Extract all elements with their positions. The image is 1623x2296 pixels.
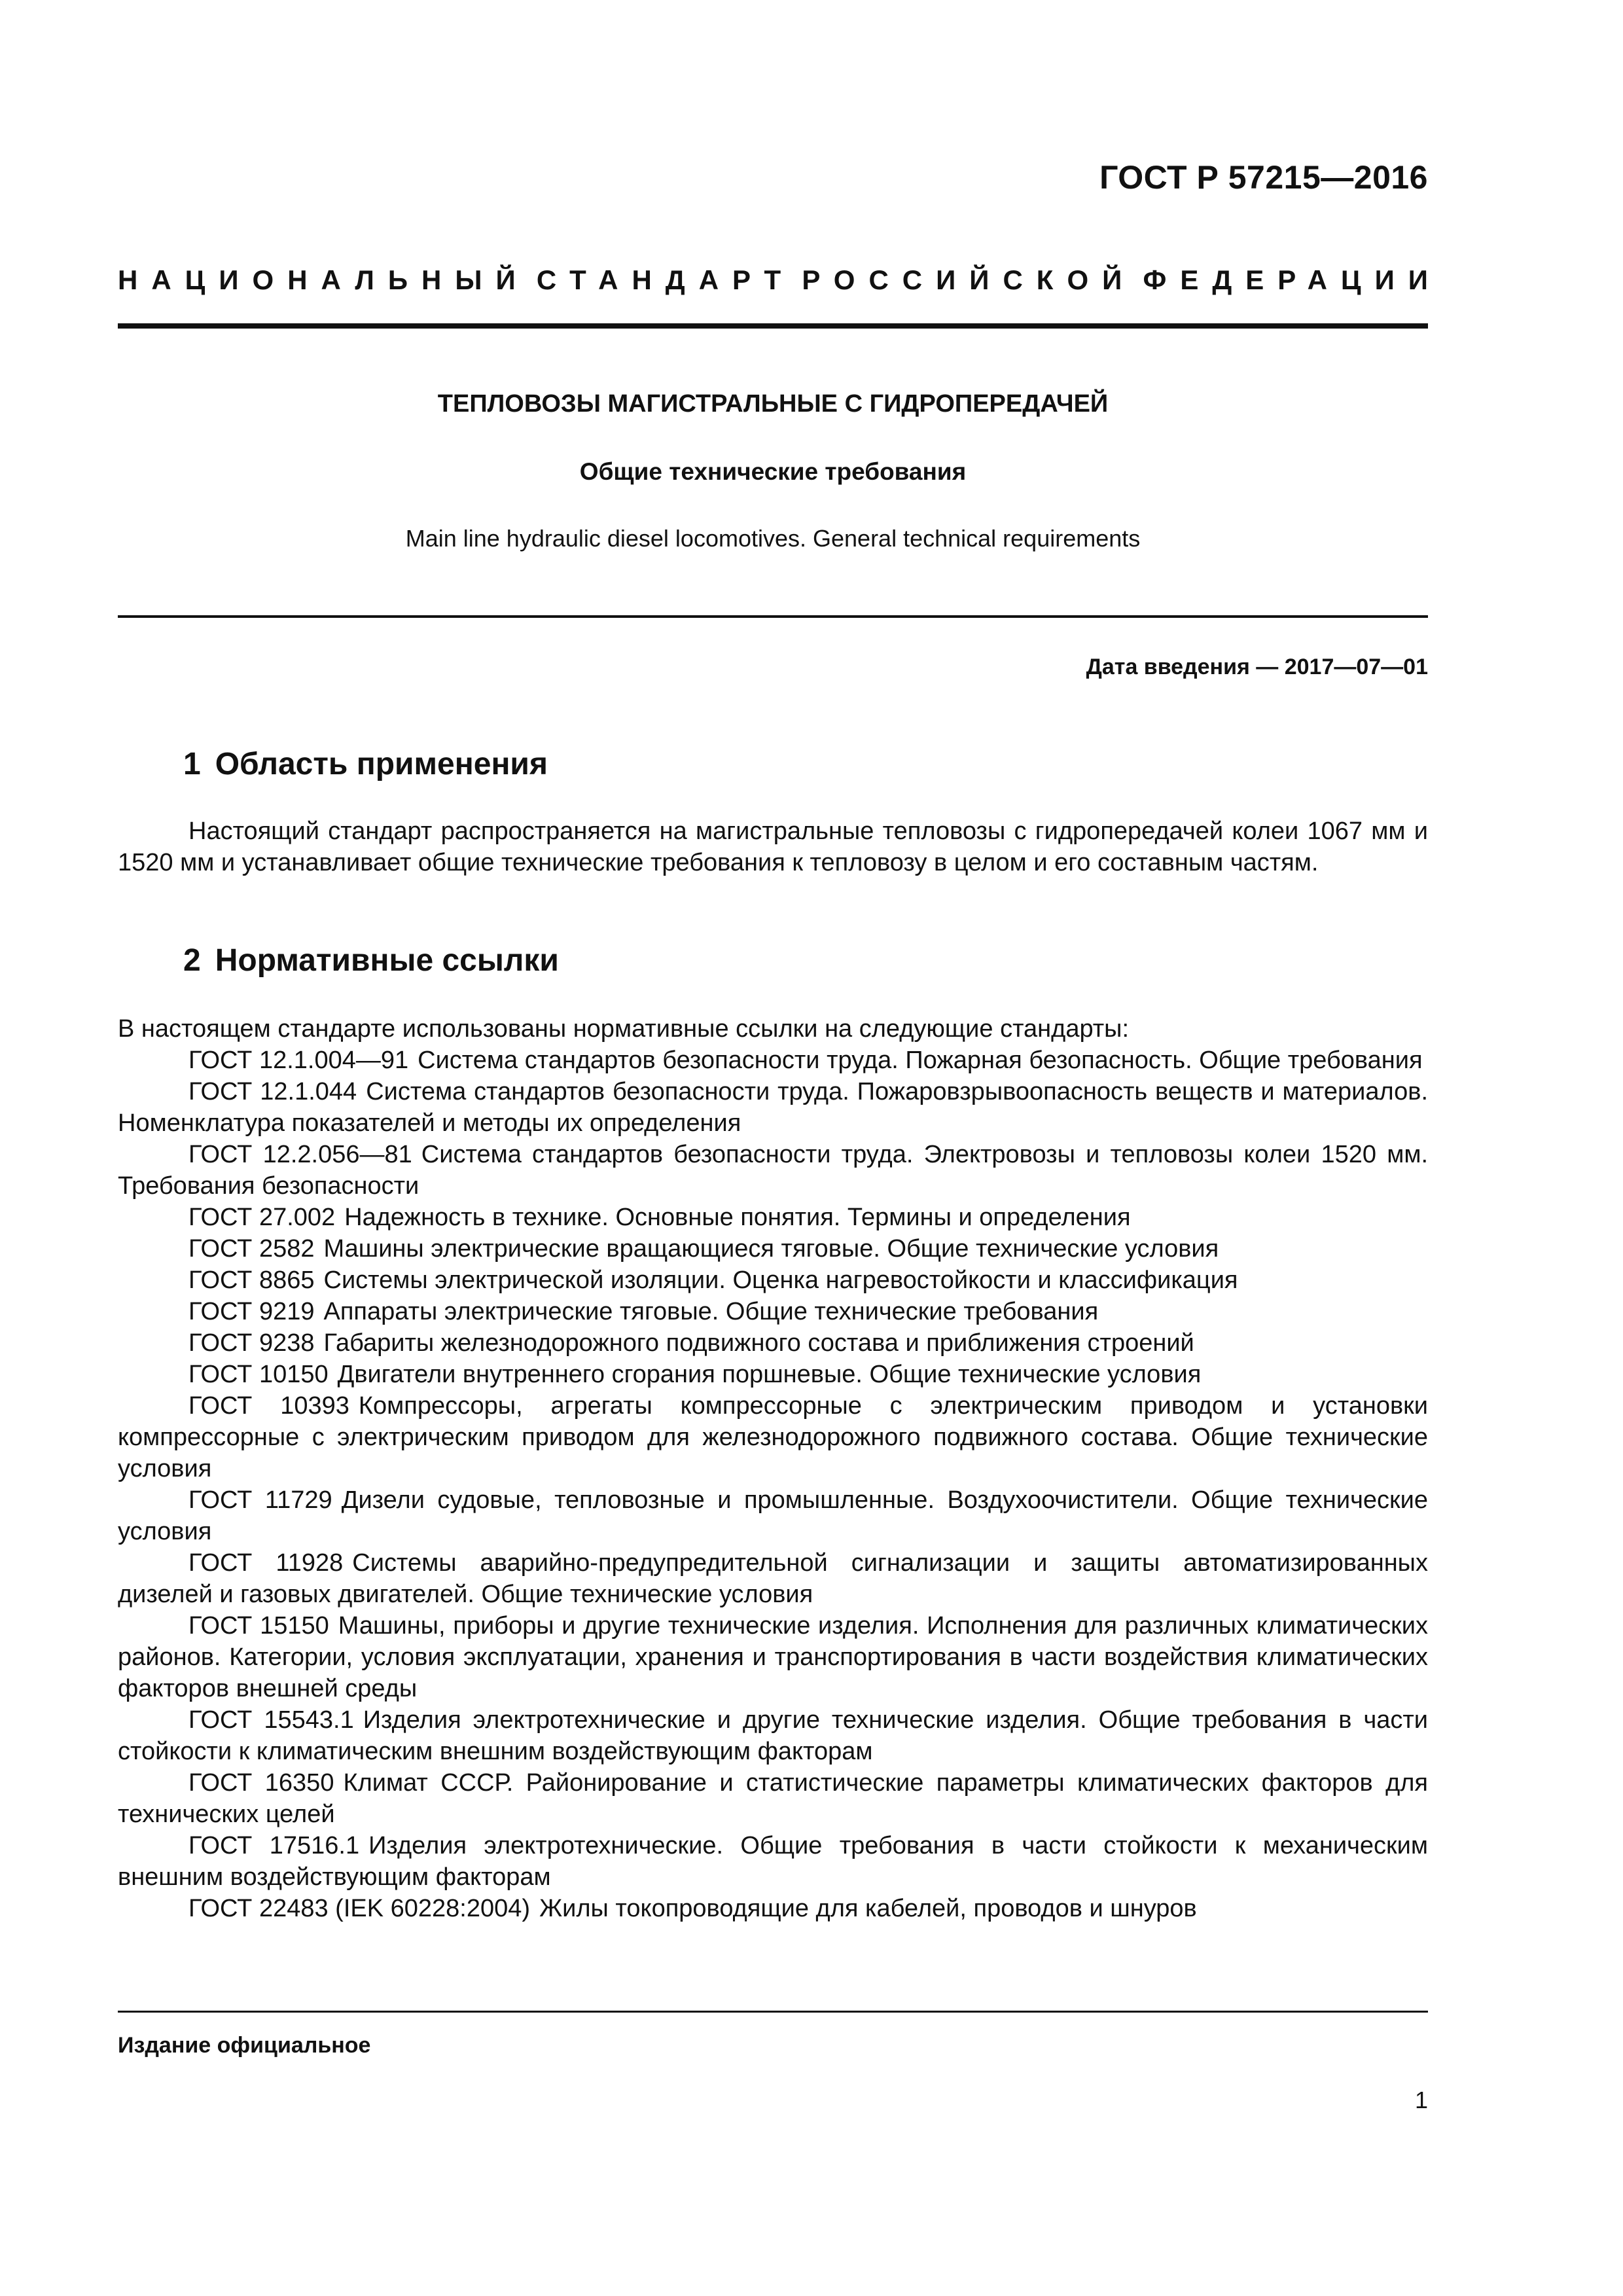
reference-text: Система стандартов безопасности труда. Пожарная безопасность. Общие требования [418,1047,1423,1074]
reference-item [118,1547,1428,1610]
reference-code: ГОСТ 15543.1 [188,1706,354,1734]
reference-text: Системы аварийно-предупредительной сигнализации и защиты автоматизированных дизелей и газовых двигателей. Общие технические условия [118,1549,1428,1608]
reference-item [118,1830,1428,1893]
reference-item [118,1265,1428,1296]
reference-text: Система стандартов безопасности труда. Пожаровзрывоопасность веществ и материалов. Номенклатура показателей и методы их определения [118,1078,1428,1137]
reference-item [118,1704,1428,1767]
national-standard-banner [118,264,1442,296]
reference-text: Надежность в технике. Основные понятия. Термины и определения [344,1204,1131,1231]
reference-code: ГОСТ 11729 [188,1486,332,1514]
reference-code: ГОСТ 17516.1 [188,1832,360,1859]
section-number: 1 [183,747,201,781]
standard-subtitle: Общие технические требования [579,458,967,485]
section-title: Область применения [215,747,548,781]
reference-text: Аппараты электрические тяговые. Общие технические требования [323,1298,1099,1325]
title-divider [118,615,1428,618]
banner-word-1: НАЦИОНАЛЬНЫЙ [118,264,529,295]
section-1-heading [183,746,548,782]
reference-code: ГОСТ 9219 [188,1298,315,1325]
reference-item [118,1767,1428,1830]
reference-text: Компрессоры, агрегаты компрессорные с электрическим приводом и установки компрессорные с электрическим приводом для железнодорожного подвижного состава. Общие технические условия [118,1392,1428,1482]
reference-item [118,1893,1428,1924]
reference-item [118,1610,1428,1704]
official-edition-label: Издание официальное [118,2033,371,2058]
reference-code: ГОСТ 16350 [188,1769,334,1797]
reference-code: ГОСТ 9238 [188,1329,315,1357]
reference-code: ГОСТ 12.1.004—91 [188,1047,409,1074]
reference-text: Габариты железнодорожного подвижного состава и приближения строений [323,1329,1194,1357]
reference-text: Машины, приборы и другие технические изделия. Исполнения для различных климатических районов. Категории, условия эксплуатации, хранения и транспортирования в части воздействия климатических факторов внешней среды [118,1612,1428,1702]
reference-text: Изделия электротехнические и другие технические изделия. Общие требования в части стойкости к климатическим внешним воздействующим факторам [118,1706,1429,1765]
reference-item [118,1139,1428,1202]
introduction-date: Дата введения — 2017—07—01 [1086,655,1428,679]
section-1-body [118,816,1428,878]
section-2-heading [183,942,559,978]
reference-text: Жилы токопроводящие для кабелей, проводов и шнуров [539,1895,1197,1922]
reference-item [118,1045,1428,1076]
scope-paragraph: Настоящий стандарт распространяется на магистральные тепловозы с гидропередачей колеи 1067 мм и 1520 мм и устанавливает общие технические требования к тепловозу в целом и его составным частям. [118,817,1428,876]
reference-text: Двигатели внутреннего сгорания поршневые. Общие технические условия [337,1361,1202,1388]
reference-code: ГОСТ 2582 [188,1235,315,1263]
banner-word-4: ФЕДЕРАЦИИ [1143,264,1442,295]
standard-title: ТЕПЛОВОЗЫ МАГИСТРАЛЬНЫЕ С ГИДРОПЕРЕДАЧЕЙ [437,390,1109,418]
references-intro: В настоящем стандарте использованы нормативные ссылки на следующие стандарты: [118,1015,1130,1043]
reference-item [118,1296,1428,1327]
reference-text: Системы электрической изоляции. Оценка нагревостойкости и классификация [323,1266,1238,1294]
reference-text: Изделия электротехнические. Общие требования в части стойкости к механическим внешним воздействующим факторам [118,1832,1428,1891]
page-number: 1 [1414,2087,1428,2113]
header-divider [118,323,1428,329]
reference-item [118,1484,1428,1547]
reference-text: Дизели судовые, тепловозные и промышленные. Воздухоочистители. Общие технические условия [118,1486,1428,1545]
reference-code: ГОСТ 12.2.056—81 [188,1141,412,1168]
section-title: Нормативные ссылки [215,943,559,978]
reference-code: ГОСТ 8865 [188,1266,315,1294]
reference-code: ГОСТ 15150 [188,1612,329,1640]
reference-item [118,1076,1428,1139]
normative-references-list [118,1013,1428,1924]
reference-item [118,1233,1428,1265]
reference-code: ГОСТ 12.1.044 [188,1078,357,1105]
reference-item [118,1359,1428,1390]
reference-code: ГОСТ 27.002 [188,1204,336,1231]
section-number: 2 [183,943,201,978]
banner-word-3: РОССИЙСКОЙ [802,264,1136,295]
reference-text: Машины электрические вращающиеся тяговые. Общие технические условия [323,1235,1219,1263]
reference-code: ГОСТ 11928 [188,1549,344,1577]
document-page [118,0,1442,2296]
reference-code: ГОСТ 22483 (IEK 60228:2004) [188,1895,531,1922]
footer-divider [118,2011,1428,2013]
banner-word-2: СТАНДАРТ [536,264,795,295]
reference-text: Система стандартов безопасности труда. Электровозы и тепловозы колеи 1520 мм. Требования безопасности [118,1141,1428,1200]
reference-item [118,1202,1428,1233]
reference-item [118,1327,1428,1359]
reference-item [118,1390,1428,1484]
reference-code: ГОСТ 10150 [188,1361,329,1388]
english-title: Main line hydraulic diesel locomotives. General technical requirements [405,525,1141,552]
document-number: ГОСТ Р 57215—2016 [1099,159,1428,196]
reference-code: ГОСТ 10393 [188,1392,349,1420]
reference-text: Климат СССР. Районирование и статистические параметры климатических факторов для технических целей [118,1769,1428,1828]
